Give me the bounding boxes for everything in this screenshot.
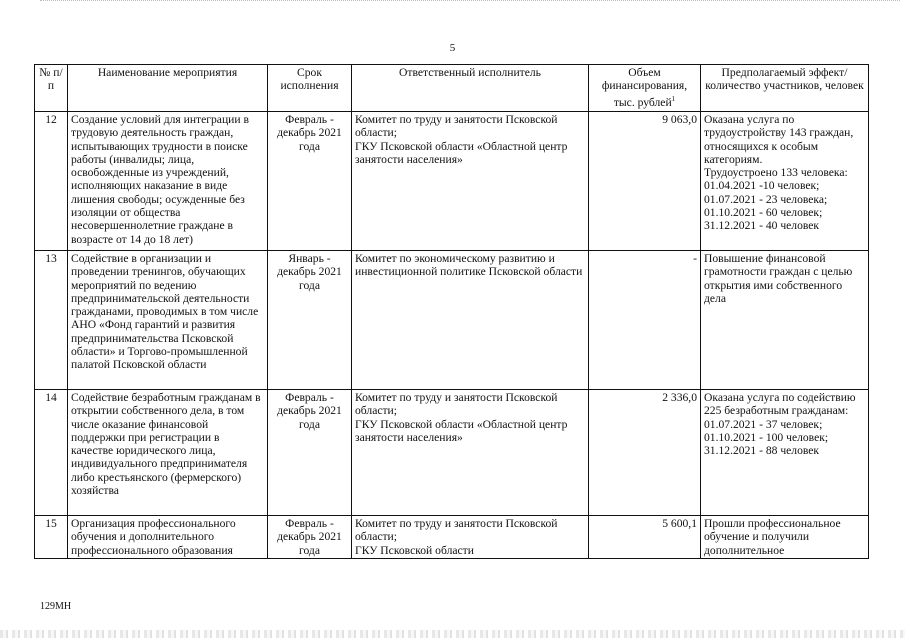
row-term: Февраль - декабрь 2021 года [268, 516, 352, 559]
effect-line: 01.07.2021 - 23 человека; [704, 192, 828, 206]
effect-line: 01.04.2021 -10 человек; [704, 179, 820, 193]
effect-line: Трудоустроено 133 человека: [704, 166, 848, 180]
row-financing: 9 063,0 [589, 112, 701, 251]
row-num: 15 [35, 516, 68, 559]
responsible-line: Комитет по труду и занятости Псковской области; [355, 391, 558, 418]
effect-line: 01.10.2021 - 60 человек; [704, 206, 823, 220]
header-effect: Предполагаемый эффект/количество участников, человек [701, 65, 869, 112]
row-effect [701, 516, 869, 559]
responsible-line: ГКУ Псковской области [355, 543, 474, 557]
page-number: 5 [449, 42, 456, 54]
responsible-line: Комитет по труду и занятости Псковской области; [355, 517, 558, 544]
effect-line: 31.12.2021 - 88 человек [704, 444, 820, 458]
row-responsible [352, 112, 589, 251]
effect-line: 01.07.2021 - 37 человек; [704, 417, 823, 431]
scan-top-edge [40, 0, 900, 4]
row-term: Февраль - декабрь 2021 года [268, 390, 352, 516]
row-name: Содействие безработным гражданам в открытии собственного дела, в том числе оказание финансовой поддержки при регистрации в качестве юридического лица, индивидуального предпринимателя либо крестьянского (фермерского) хозяйства [68, 390, 268, 516]
row-name: Содействие в организации и проведении тренингов, обучающих мероприятий по ведению предпринимательской деятельности гражданами, проводимых в том числе АНО «Фонд гарантий и развития предпринимательства Псковской области» и Торгово-промышленной палатой Псковской области [68, 251, 268, 390]
row-effect [701, 112, 869, 251]
effect-line: Прошли профессиональное обучение и получили дополнительное [704, 517, 841, 557]
row-financing: 2 336,0 [589, 390, 701, 516]
row-name: Создание условий для интеграции в трудовую деятельность граждан, испытывающих трудности в поиске работы (инвалиды; лица, освобожденные из учреждений, исполняющих наказание в виде лишения свободы; осужденные без изоляции от общества несовершеннолетние граждане в возрасте от 14 до 18 лет) [68, 112, 268, 251]
table-row [35, 251, 869, 390]
scan-bottom-edge [0, 630, 905, 638]
header-responsible: Ответственный исполнитель [352, 65, 589, 112]
table-row [35, 390, 869, 516]
header-financing-note: 1 [671, 94, 676, 103]
header-term: Срок исполнения [268, 65, 352, 112]
row-financing: 5 600,1 [589, 516, 701, 559]
responsible-line: ГКУ Псковской области «Областной центр занятости населения» [355, 139, 568, 166]
table-header-row [35, 65, 869, 112]
measures-table [34, 64, 869, 559]
row-effect [701, 251, 869, 390]
effect-line: 31.12.2021 - 40 человек [704, 219, 820, 233]
table-row [35, 112, 869, 251]
row-effect [701, 390, 869, 516]
header-name: Наименование мероприятия [68, 65, 268, 112]
row-name: Организация профессионального обучения и дополнительного профессионального образования [68, 516, 268, 559]
responsible-line: Комитет по экономическому развитию и инвестиционной политике Псковской области [355, 252, 583, 279]
header-financing-text: Объем финансирования, тыс. рублей [601, 66, 688, 109]
row-term: Февраль - декабрь 2021 года [268, 112, 352, 251]
row-responsible [352, 251, 589, 390]
row-responsible [352, 390, 589, 516]
row-num: 13 [35, 251, 68, 390]
row-financing: - [589, 251, 701, 390]
effect-line: Оказана услуга по содействию 225 безработным гражданам: [704, 391, 856, 418]
responsible-line: Комитет по труду и занятости Псковской области; [355, 113, 558, 140]
effect-line: 01.10.2021 - 100 человек; [704, 430, 829, 444]
responsible-line: ГКУ Псковской области «Областной центр занятости населения» [355, 417, 568, 444]
header-financing [589, 65, 701, 112]
row-responsible [352, 516, 589, 559]
table-row [35, 516, 869, 559]
row-term: Январь - декабрь 2021 года [268, 251, 352, 390]
row-num: 12 [35, 112, 68, 251]
effect-line: Оказана услуга по трудоустройству 143 граждан, относящихся к особым категориям. [704, 113, 854, 166]
document-code: 129МН [40, 601, 72, 612]
effect-line: Повышение финансовой грамотности граждан с целью открытия ими собственного дела [704, 252, 853, 305]
row-num: 14 [35, 390, 68, 516]
header-num: № п/п [35, 65, 68, 112]
